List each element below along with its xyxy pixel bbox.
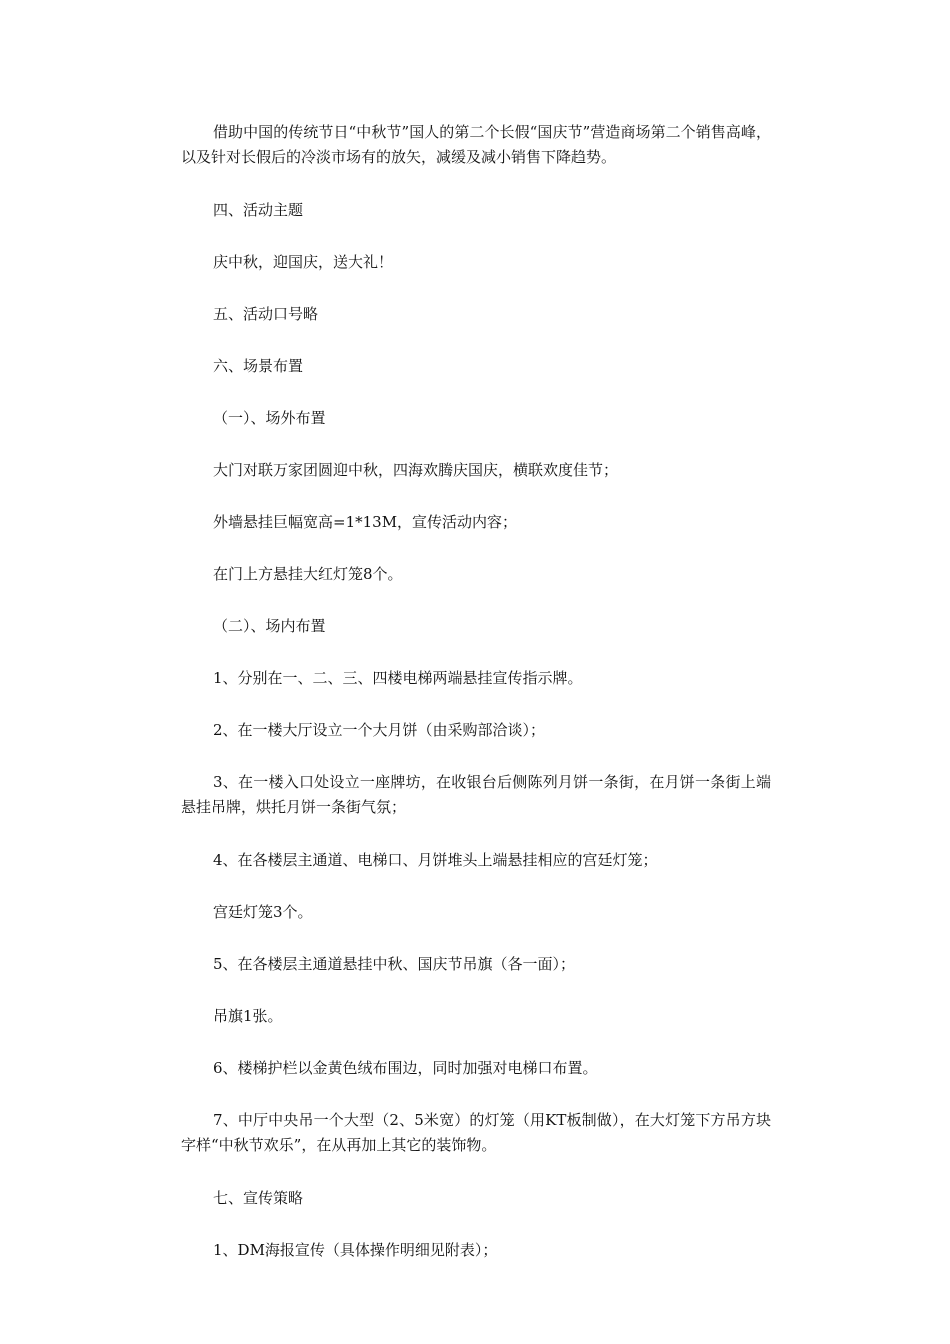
paragraph-wall-banner: 外墙悬挂巨幅宽高=1*13M，宣传活动内容； [213,513,518,531]
paragraph-intro: 借助中国的传统节日“中秋节”国人的第二个长假“国庆节”营造商场第二个销售高峰，以及针对长假后的冷淡市场有的放矢，减缓及减小销售下降趋势。 [181,123,771,166]
document-body [181,120,771,1290]
list-item-7: 7、中厅中央吊一个大型（2、5米宽）的灯笼（用KT板制做），在大灯笼下方吊方块字样“中秋节欢乐”，在从再加上其它的装饰物。 [181,1111,771,1154]
heading-scene-layout: 六、场景布置 [213,357,304,375]
list-item-3: 3、在一楼入口处设立一座牌坊，在收银台后侧陈列月饼一条街，在月饼一条街上端悬挂吊牌，烘托月饼一条街气氛； [181,773,771,816]
paragraph-palace-lanterns: 宫廷灯笼3个。 [213,903,313,921]
paragraph-red-lanterns: 在门上方悬挂大红灯笼8个。 [213,565,403,583]
list-item-1: 1、分别在一、二、三、四楼电梯两端悬挂宣传指示牌。 [213,669,583,687]
list-item-dm-poster: 1、DM海报宣传（具体操作明细见附表）； [213,1241,498,1259]
list-item-2: 2、在一楼大厅设立一个大月饼（由采购部洽谈）； [213,721,546,739]
heading-promotion-strategy: 七、宣传策略 [213,1189,304,1207]
subheading-outdoor-layout: （一）、场外布置 [213,409,326,427]
heading-activity-theme: 四、活动主题 [213,201,304,219]
list-item-5: 5、在各楼层主通道悬挂中秋、国庆节吊旗（各一面）； [213,955,576,973]
subheading-indoor-layout: （二）、场内布置 [213,617,326,635]
paragraph-theme: 庆中秋，迎国庆，送大礼！ [213,253,394,271]
heading-activity-slogan: 五、活动口号略 [213,305,319,323]
paragraph-door-couplet: 大门对联万家团圆迎中秋，四海欢腾庆国庆，横联欢度佳节； [213,461,619,479]
list-item-6: 6、楼梯护栏以金黄色绒布围边，同时加强对电梯口布置。 [213,1059,598,1077]
list-item-4: 4、在各楼层主通道、电梯口、月饼堆头上端悬挂相应的宫廷灯笼； [213,851,658,869]
paragraph-hanging-flag: 吊旗1张。 [213,1007,283,1025]
